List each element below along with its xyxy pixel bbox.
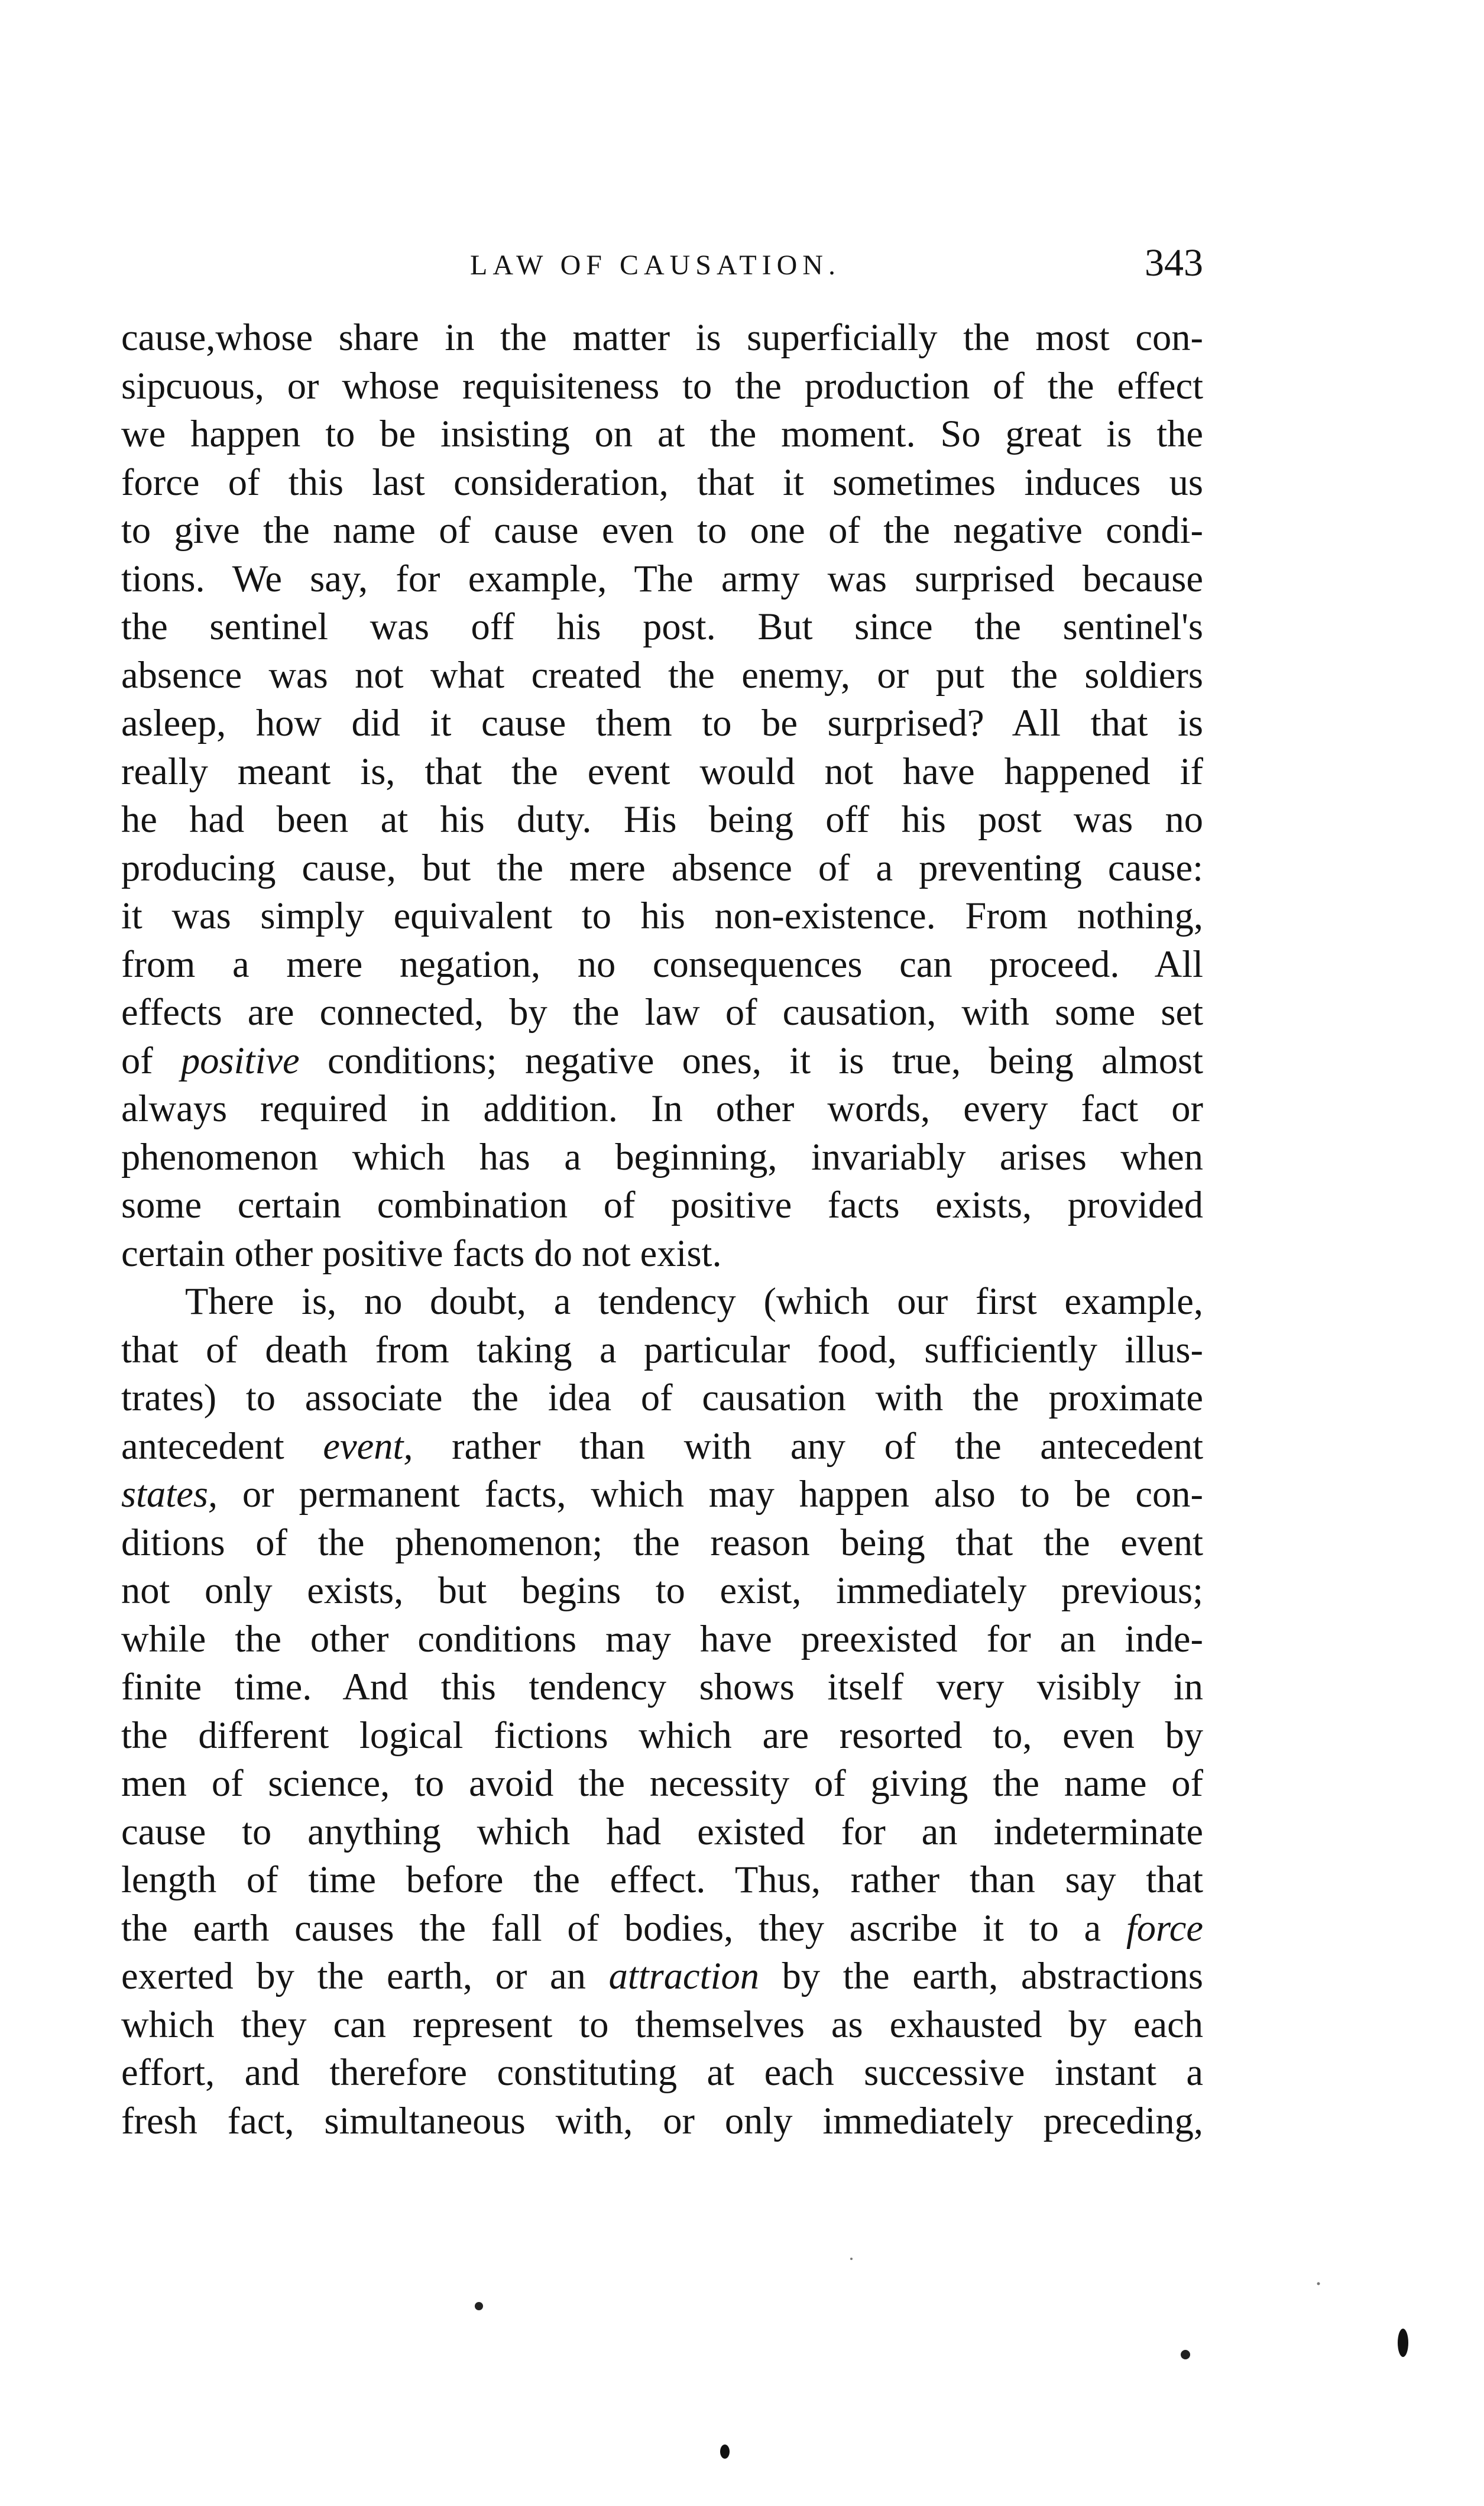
text-run: or permanent facts, which may happen also to be con-	[218, 1473, 1203, 1515]
text-line: we happen to be insisting on at the moment. So great is the	[121, 413, 1203, 455]
text-line: from a mere negation, no consequences can proceed. All	[121, 943, 1203, 985]
text-line: effects are connected, by the law of causation, with some set	[121, 991, 1203, 1033]
text-line: phenomenon which has a beginning, invariably arises when	[121, 1135, 1203, 1178]
text-line: the sentinel was off his post. But since the sentinel's	[121, 606, 1203, 647]
text-line: ditions of the phenomenon; the reason being that the event	[121, 1521, 1203, 1563]
page-number: 343	[1145, 241, 1203, 284]
text-run: of	[121, 1039, 182, 1082]
text-run: rather than with any of the antecedent	[413, 1424, 1203, 1467]
text-line: fresh fact, simultaneous with, or only immediately preceding,	[121, 2099, 1203, 2142]
text-line: some certain combination of positive facts exists, provided	[121, 1184, 1203, 1226]
text-line: trates) to associate the idea of causation with the proximate	[121, 1377, 1203, 1419]
text-line	[121, 1037, 1203, 1085]
text-line	[121, 1422, 1203, 1471]
running-title: LAW OF CAUSATION.	[470, 250, 841, 281]
text-line: force of this last consideration, that it sometimes induces us	[121, 461, 1203, 503]
text-line: while the other conditions may have preexisted for an inde-	[121, 1617, 1203, 1660]
text-line: always required in addition. In other words, every fact or	[121, 1087, 1203, 1129]
text-line: asleep, how did it cause them to be surprised? All that is	[121, 702, 1203, 744]
text-line: it was simply equivalent to his non-existence. From nothing,	[121, 895, 1203, 937]
text-line: cause,whose share in the matter is superficially the most con-	[121, 316, 1203, 358]
text-line: not only exists, but begins to exist, immediately previous;	[121, 1569, 1203, 1611]
text-line: finite time. And this tendency shows itself very visibly in	[121, 1666, 1203, 1708]
text-line: that of death from taking a particular food, sufficiently illus-	[121, 1328, 1203, 1371]
text-run: the earth causes the fall of bodies, they ascribe it to a	[121, 1906, 1126, 1949]
text-line: sipcuous, or whose requisiteness to the production of the effect	[121, 364, 1203, 407]
text-line: to give the name of cause even to one of the negative condi-	[121, 509, 1203, 551]
text-line: he had been at his duty. His being off his post was no	[121, 798, 1203, 840]
text-line	[121, 1904, 1203, 1953]
emphasis: positive	[181, 1039, 300, 1082]
text-line: the different logical fictions which are resorted to, even by	[121, 1714, 1203, 1756]
text-line	[121, 1470, 1203, 1519]
text-run: antecedent	[121, 1424, 323, 1467]
text-line: which they can represent to themselves as exhausted by each	[121, 2003, 1203, 2045]
text-line: length of time before the effect. Thus, rather than say that	[121, 1859, 1203, 1900]
ink-speck	[720, 2445, 730, 2459]
ink-speck	[1181, 2350, 1190, 2359]
text-run: conditions; negative ones, it is true, being almost	[299, 1039, 1203, 1082]
text-line: men of science, to avoid the necessity of giving the name of	[121, 1762, 1203, 1804]
emphasis: states,	[121, 1473, 218, 1515]
text-line: absence was not what created the enemy, or put the soldiers	[121, 653, 1203, 696]
text-line: producing cause, but the mere absence of a preventing cause:	[121, 846, 1203, 889]
emphasis: attraction	[608, 1955, 760, 1997]
text-line: certain other positive facts do not exist.	[121, 1232, 722, 1274]
ink-speck	[1317, 2282, 1320, 2285]
text-run: by the earth, abstractions	[759, 1955, 1203, 1997]
running-head	[121, 239, 1203, 293]
paragraph-2	[121, 1277, 1203, 2145]
ink-speck	[475, 2302, 483, 2310]
emphasis: event,	[323, 1424, 413, 1467]
paragraph-1	[121, 313, 1203, 1277]
text-line: tions. We say, for example, The army was surprised because	[121, 557, 1203, 600]
text-line: really meant is, that the event would not have happened if	[121, 750, 1203, 792]
body-text	[121, 313, 1203, 2145]
text-run: exerted by the earth, or an	[121, 1955, 609, 1997]
emphasis: force	[1126, 1906, 1203, 1949]
text-line: cause to anything which had existed for an indeterminate	[121, 1810, 1203, 1853]
text-line: effort, and therefore constituting at each successive instant a	[121, 2051, 1203, 2093]
ink-speck	[1398, 2329, 1408, 2357]
text-line	[121, 1952, 1203, 2000]
text-line: There is, no doubt, a tendency (which our first example,	[185, 1280, 1203, 1322]
ink-speck	[850, 2258, 853, 2260]
